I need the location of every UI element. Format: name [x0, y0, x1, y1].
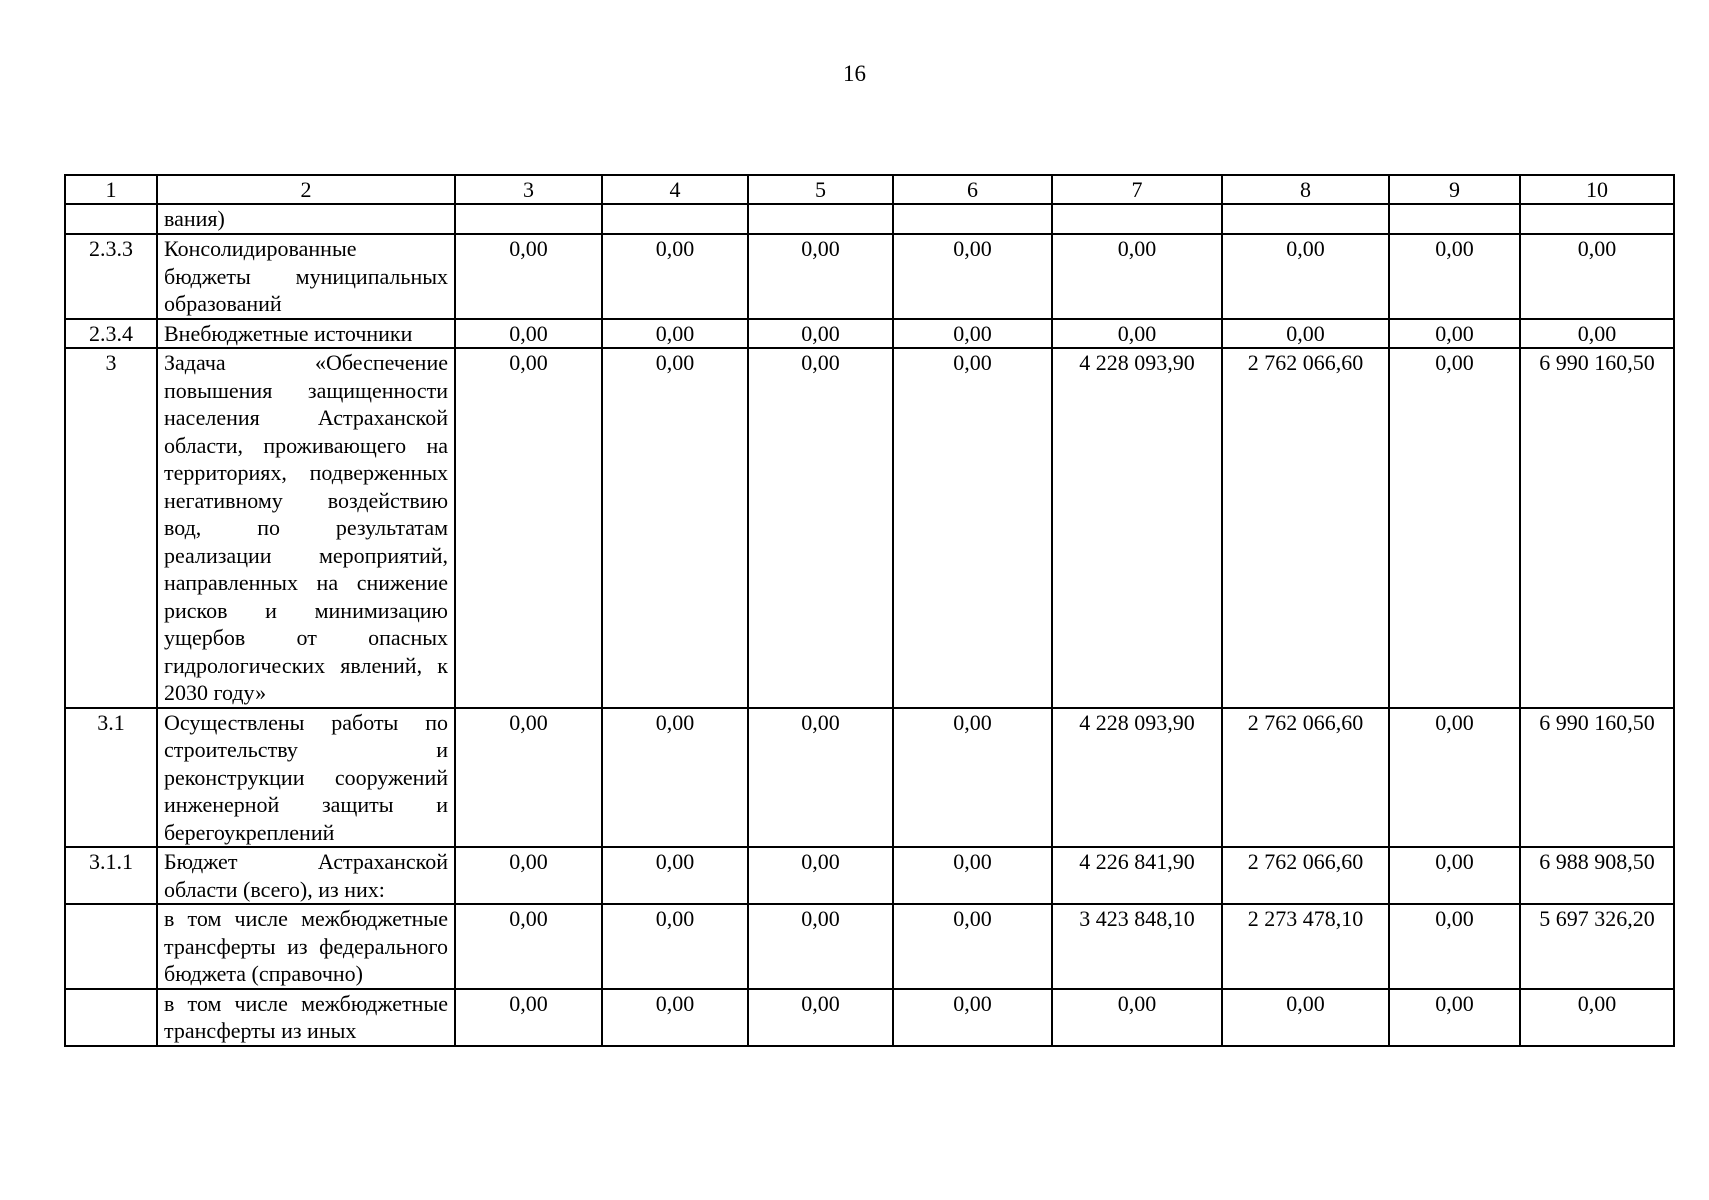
- row-code: 3: [65, 348, 157, 708]
- column-header-8: 8: [1222, 175, 1389, 204]
- table-row: [65, 847, 1674, 904]
- table-row: [65, 989, 1674, 1046]
- row-value: 0,00: [1222, 319, 1389, 349]
- row-value: [893, 204, 1052, 234]
- row-value: 0,00: [1389, 234, 1520, 319]
- row-value: 4 228 093,90: [1052, 348, 1222, 708]
- row-value: 5 697 326,20: [1520, 904, 1674, 989]
- column-header-4: 4: [602, 175, 748, 204]
- row-value: 2 273 478,10: [1222, 904, 1389, 989]
- row-name: Консолидированные бюджеты муниципальных образований: [157, 234, 455, 319]
- row-value: 0,00: [893, 847, 1052, 904]
- row-value: 0,00: [455, 234, 602, 319]
- row-value: 0,00: [602, 708, 748, 848]
- row-value: 0,00: [1389, 319, 1520, 349]
- row-value: 0,00: [455, 708, 602, 848]
- row-value: 0,00: [602, 348, 748, 708]
- row-code: [65, 904, 157, 989]
- row-value: 2 762 066,60: [1222, 708, 1389, 848]
- row-value: 0,00: [748, 989, 893, 1046]
- row-value: 0,00: [748, 234, 893, 319]
- row-value: 0,00: [602, 847, 748, 904]
- row-code: 2.3.4: [65, 319, 157, 349]
- row-value: [602, 204, 748, 234]
- row-value: 0,00: [893, 708, 1052, 848]
- row-value: 0,00: [893, 904, 1052, 989]
- row-name: Внебюджетные источники: [157, 319, 455, 349]
- row-value: 0,00: [1389, 348, 1520, 708]
- row-value: 0,00: [602, 989, 748, 1046]
- row-name: в том числе межбюджетные трансферты из иных: [157, 989, 455, 1046]
- row-value: 6 990 160,50: [1520, 348, 1674, 708]
- row-value: 0,00: [455, 904, 602, 989]
- row-value: 0,00: [748, 904, 893, 989]
- row-value: 0,00: [893, 989, 1052, 1046]
- row-name: вания): [157, 204, 455, 234]
- row-value: 0,00: [1389, 708, 1520, 848]
- row-value: 0,00: [893, 348, 1052, 708]
- row-value: 0,00: [455, 348, 602, 708]
- row-value: 0,00: [1052, 319, 1222, 349]
- row-value: 0,00: [748, 348, 893, 708]
- row-value: [1222, 204, 1389, 234]
- row-name: Задача «Обеспечение повышения защищенности населения Астраханской области, проживающего на территориях, подверженных негативному воздействию вод, по результатам реализации мероприятий, направленных на снижение рисков и минимизацию ущербов от опасных гидрологических явлений, к 2030 году»: [157, 348, 455, 708]
- row-code: 3.1: [65, 708, 157, 848]
- table-row: [65, 708, 1674, 848]
- row-value: 0,00: [1520, 319, 1674, 349]
- row-value: 4 228 093,90: [1052, 708, 1222, 848]
- row-value: 0,00: [1389, 989, 1520, 1046]
- table-row: [65, 234, 1674, 319]
- column-header-9: 9: [1389, 175, 1520, 204]
- row-value: 0,00: [1520, 234, 1674, 319]
- row-code: [65, 989, 157, 1046]
- row-name: в том числе межбюджетные трансферты из федерального бюджета (справочно): [157, 904, 455, 989]
- row-value: [1520, 204, 1674, 234]
- column-header-row: [65, 175, 1674, 204]
- row-value: 0,00: [455, 847, 602, 904]
- column-header-6: 6: [893, 175, 1052, 204]
- row-value: 0,00: [748, 847, 893, 904]
- table-row: [65, 348, 1674, 708]
- column-header-2: 2: [157, 175, 455, 204]
- table-row: [65, 204, 1674, 234]
- row-name: Осуществлены работы по строительству и реконструкции сооружений инженерной защиты и берегоукреплений: [157, 708, 455, 848]
- row-value: [1052, 204, 1222, 234]
- row-value: 0,00: [1052, 234, 1222, 319]
- page-number: 16: [843, 61, 866, 86]
- table-row: [65, 904, 1674, 989]
- row-value: 0,00: [455, 319, 602, 349]
- row-name: Бюджет Астраханской области (всего), из них:: [157, 847, 455, 904]
- row-value: 0,00: [602, 234, 748, 319]
- row-value: 0,00: [1389, 904, 1520, 989]
- row-value: [748, 204, 893, 234]
- row-value: 6 990 160,50: [1520, 708, 1674, 848]
- column-header-7: 7: [1052, 175, 1222, 204]
- row-code: 3.1.1: [65, 847, 157, 904]
- row-value: [1389, 204, 1520, 234]
- row-code: 2.3.3: [65, 234, 157, 319]
- column-header-5: 5: [748, 175, 893, 204]
- row-value: 0,00: [1520, 989, 1674, 1046]
- row-value: 0,00: [1389, 847, 1520, 904]
- row-value: 0,00: [602, 319, 748, 349]
- row-value: 0,00: [748, 319, 893, 349]
- row-value: 0,00: [1222, 234, 1389, 319]
- row-value: 2 762 066,60: [1222, 847, 1389, 904]
- row-value: 3 423 848,10: [1052, 904, 1222, 989]
- row-value: 0,00: [893, 319, 1052, 349]
- column-header-1: 1: [65, 175, 157, 204]
- row-code: [65, 204, 157, 234]
- column-header-10: 10: [1520, 175, 1674, 204]
- row-value: 0,00: [748, 708, 893, 848]
- row-value: 6 988 908,50: [1520, 847, 1674, 904]
- row-value: 0,00: [1052, 989, 1222, 1046]
- row-value: [455, 204, 602, 234]
- table-row: [65, 319, 1674, 349]
- row-value: 4 226 841,90: [1052, 847, 1222, 904]
- row-value: 0,00: [602, 904, 748, 989]
- row-value: 0,00: [893, 234, 1052, 319]
- column-header-3: 3: [455, 175, 602, 204]
- row-value: 0,00: [1222, 989, 1389, 1046]
- row-value: 2 762 066,60: [1222, 348, 1389, 708]
- row-value: 0,00: [455, 989, 602, 1046]
- budget-table: [64, 174, 1675, 1047]
